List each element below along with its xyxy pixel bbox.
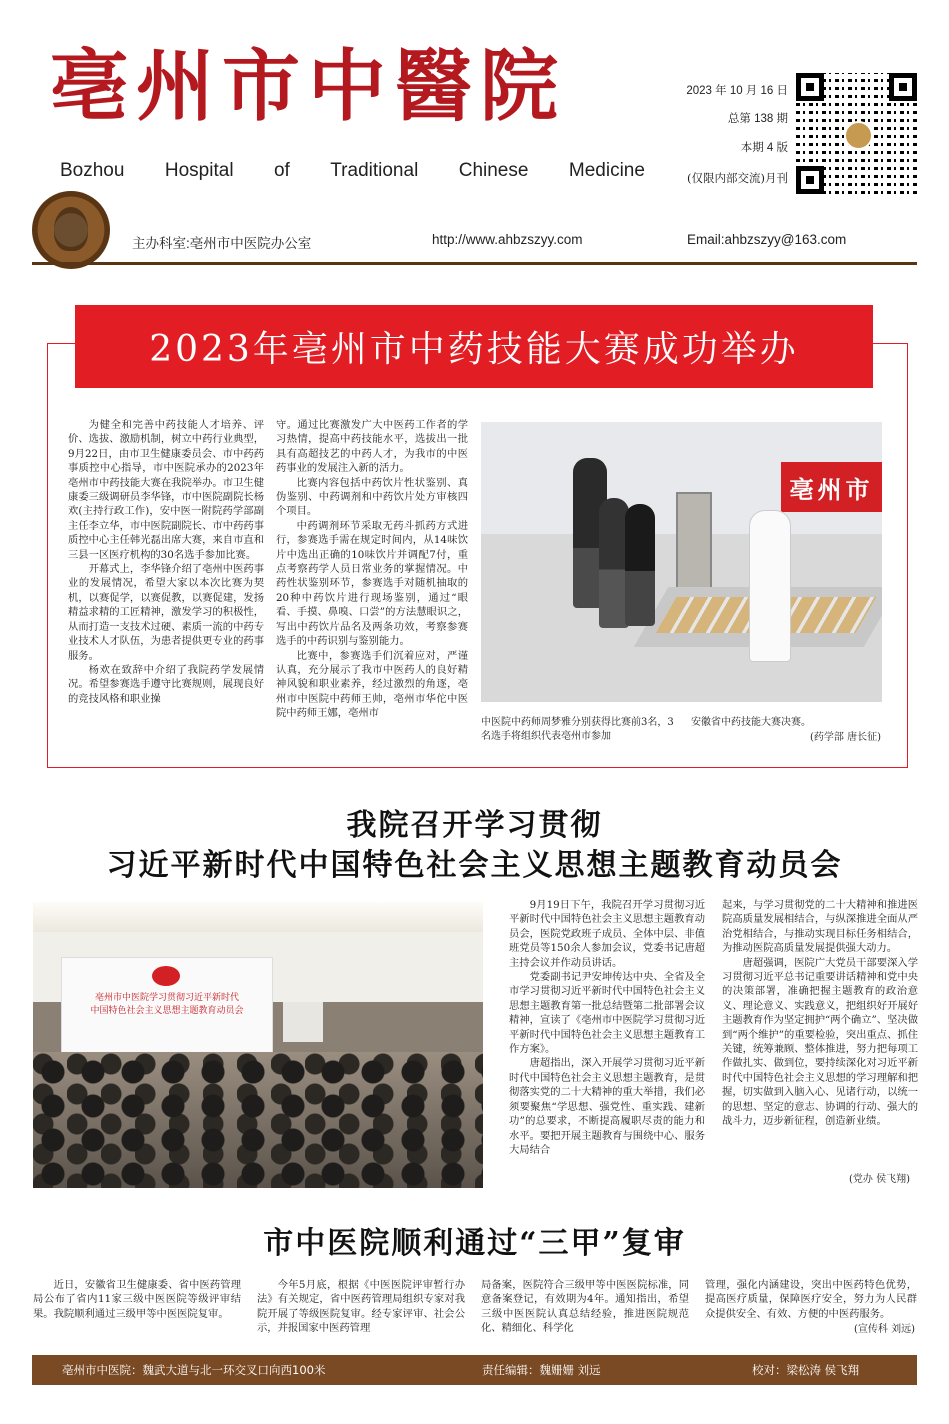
article1-column-1: [68, 418, 264, 706]
article3-author: (宣传科 刘远): [854, 1324, 915, 1335]
paragraph: 近日，安徽省卫生健康委、省中医药管理局公布了省内11家三级中医医院等级评审结果。我院顺利通过三级甲等中医医院复审。: [33, 1279, 241, 1320]
issue-date: 2023 年 10 月 16 日: [686, 85, 788, 97]
footer-editor: 责任编辑：魏姗姗 刘远: [482, 1363, 601, 1377]
article3-column-2: [257, 1278, 465, 1336]
audience: [33, 1052, 483, 1188]
paragraph: 起来，与学习贯彻党的二十大精神和推进医院高质量发展相结合，与纵深推进全面从严治党相结合，与推动实现目标任务相结合，为推动医院高质量发展提供强大动力。: [722, 899, 918, 955]
masthead-en-word: Chinese: [458, 160, 529, 181]
footer-proofreader: 校对：梁松涛 侯飞翔: [752, 1363, 860, 1377]
qr-code-icon[interactable]: [796, 73, 917, 194]
masthead-en-word: of: [273, 160, 290, 181]
paragraph: 9月19日下午，我院召开学习贯彻习近平新时代中国特色社会主义思想主题教育动员会，医院党政班子成员、全体中层、非值班党员等150余人参加会议，党委书记唐超主持会议并作动员讲话。: [509, 899, 705, 969]
paragraph: 局备案，医院符合三级甲等中医医院标准，同意备案登记，有效期为4年。通知指出，希望三级中医医院认真总结经验，推进医院规范化、精细化、科学化: [481, 1279, 689, 1335]
sponsor-info: 主办科室:亳州市中医院办公室: [132, 236, 312, 251]
article2-column-1: [509, 898, 705, 1157]
circulation-note: (仅限内部交流)月刊: [687, 171, 788, 185]
paragraph: 比赛内容包括中药饮片性状鉴别、真伪鉴别、中药调剂和中药饮片处方审核四个项目。: [276, 476, 468, 518]
screen-text: 中国特色社会主义思想主题教育动员会: [90, 1006, 244, 1016]
footer-address: 亳州市中医院：魏武大道与北一环交叉口向西100米: [62, 1363, 326, 1377]
paragraph: 为健全和完善中药技能人才培养、评价、选拔、激励机制，树立中药行业典型，9月22日，由市卫生健康委员会、市中药药事质控中心指导，市中医院承办的2023年亳州市中药技能大赛在我院举办。市卫生健康委三级调研员李华锋，市中医院副院长杨欢(主持行政工作)，安中医一附院药学部副主任李立华，市中医院副院长、市中药药事质控中心主任韩光磊出席大赛，来自市直和三县一区医疗机构的30名选手参加比赛。: [68, 419, 264, 561]
header-divider: [32, 262, 917, 265]
article2-headline-line1: 我院召开学习贯彻: [346, 808, 603, 843]
qr-logo-icon: [844, 121, 873, 150]
contestant-figure: [749, 510, 791, 662]
article1-column-2: [276, 418, 468, 721]
website-link[interactable]: http://www.ahbzszyy.com: [432, 232, 583, 247]
podium: [283, 1002, 323, 1042]
article3-headline: 市中医院顺利通过“三甲”复审: [263, 1226, 686, 1261]
article1-author: (药学部 唐长征): [810, 732, 881, 743]
article2-headline-line2: 习近平新时代中国特色社会主义思想主题教育动员会: [106, 848, 843, 883]
article1-headline: 2023年亳州市中药技能大赛成功举办: [75, 305, 873, 388]
masthead-en-word: Hospital: [164, 160, 234, 181]
masthead-en-word: Traditional: [330, 160, 419, 181]
paragraph: 守。通过比赛激发广大中医药工作者的学习热情，提高中药技能水平，选拔出一批具有高超技艺的中药人才，为我市的中医药事业的发展注入新的活力。: [276, 419, 468, 475]
issue-pages: 本期 4 版: [740, 142, 788, 154]
paragraph: 开幕式上，李华锋介绍了亳州中医药事业的发展情况，希望大家以本次比赛为契机，以赛促学，以赛促教，以赛促建，发扬精益求精的工匠精神，激发学习的积极性，从而打造一支技术过硬、素质一流的中药专业技术人才队伍，为患者提供更专业的药事服务。: [68, 563, 264, 662]
hospital-logo-icon: [32, 191, 110, 269]
masthead-en-word: Medicine: [568, 160, 645, 181]
paragraph: 唐超指出，深入开展学习贯彻习近平新时代中国特色社会主义思想主题教育，是贯彻落实党的二十大精神的重大举措，我们必须要聚焦“学思想、强党性、重实践、建新功”的总要求，不断提高履职尽责的能力和水平。要把开展主题教育与围绕中心、服务大局结合: [509, 1057, 705, 1156]
issue-total: 总第 138 期: [727, 113, 788, 125]
paragraph: 中药调剂环节采取无药斗抓药方式进行，参赛选手需在规定时间内，从14味饮片中选出正确的10味饮片并调配7付，重点考察药学人员日常业务的掌握情况。中药性状鉴别环节，参赛选手对随机抽取的20种中药饮片进行现场鉴别，通过“眼看、手摸、鼻嗅、口尝”的方法慧眼识之，写出中药饮片品名及两条功效，考察参赛选手的中药识别与鉴别能力。: [276, 519, 468, 648]
paragraph: 唐超强调，医院广大党员干部要深入学习贯彻习近平总书记重要讲话精神和党中央的决策部署，准确把握主题教育的政治意义、理论意义、实践意义，把组织好开展好主题教育作为坚定拥护“两个确立”、坚决做到“两个维护”的重要检验，突出重点、抓住关键，统筹兼顾、整体推进，努力把每项工作做扎实、做到位，要持续深化对习近平新时代中国特色社会主义思想的学习理解和把握，切实做到入脑入心、见诸行动，以统一的思想、坚定的意志、协调的行动、强大的战斗力，迈步新征程，创造新业绩。: [722, 956, 918, 1128]
article2-author: (党办 侯飞翔): [849, 1174, 910, 1185]
photo-caption-left: 中医院中药师周梦雅分别获得比赛前3名，3名选手将组织代表亳州市参加: [481, 717, 674, 742]
ceiling-lights: [33, 902, 483, 932]
footer-bar: [32, 1355, 917, 1385]
masthead-title: 亳州市中醫院: [50, 41, 567, 132]
article2-column-2: [722, 898, 918, 1129]
photo-caption-right: 安徽省中药技能大赛决赛。: [691, 717, 811, 728]
masthead-english: [60, 160, 645, 182]
banner-sign: 亳州市: [781, 462, 882, 512]
paragraph: 党委副书记尹安坤传达中央、全省及全市学习贯彻习近平新时代中国特色社会主义思想主题教育第一批总结暨第二批部署会议精神，宣读了《亳州市中医院学习贯彻习近平新时代中国特色社会主义思想主题教育工作方案》。: [509, 971, 705, 1056]
screen-text: 亳州市中医院学习贯彻习近平新时代: [94, 993, 239, 1003]
party-emblem-icon: [152, 966, 180, 986]
competition-photo: [481, 422, 882, 702]
judge-figure: [625, 504, 655, 626]
article3-column-3: [481, 1278, 689, 1336]
article3-column-4: [705, 1278, 917, 1321]
masthead-en-word: Bozhou: [60, 160, 125, 181]
projection-screen: [61, 957, 273, 1064]
article3-column-1: [33, 1278, 241, 1321]
paragraph: 今年5月底，根据《中医医院评审暂行办法》有关规定，省中医药管理局组织专家对我院开展了等级医院复审。经专家评审、社会公示，并报国家中医药管理: [257, 1279, 465, 1335]
paragraph: 管理，强化内涵建设，突出中医药特色优势，提高医疗质量，保障医疗安全，努力为人民群众提供安全、有效、方便的中医药服务。: [705, 1279, 917, 1320]
paragraph: 比赛中，参赛选手们沉着应对，严谨认真，充分展示了我市中医药人的良好精神风貌和职业素养，经过激烈的角逐，亳州市中医院中药师王帅，亳州市华佗中医院中药师王娜，亳州市: [276, 649, 468, 720]
email-link[interactable]: Email:ahbzszyy@163.com: [687, 232, 847, 247]
paragraph: 杨欢在致辞中介绍了我院药学发展情况。希望参赛选手遵守比赛规则，展现良好的竞技风格和职业操: [68, 663, 264, 705]
meeting-photo: [33, 902, 483, 1188]
